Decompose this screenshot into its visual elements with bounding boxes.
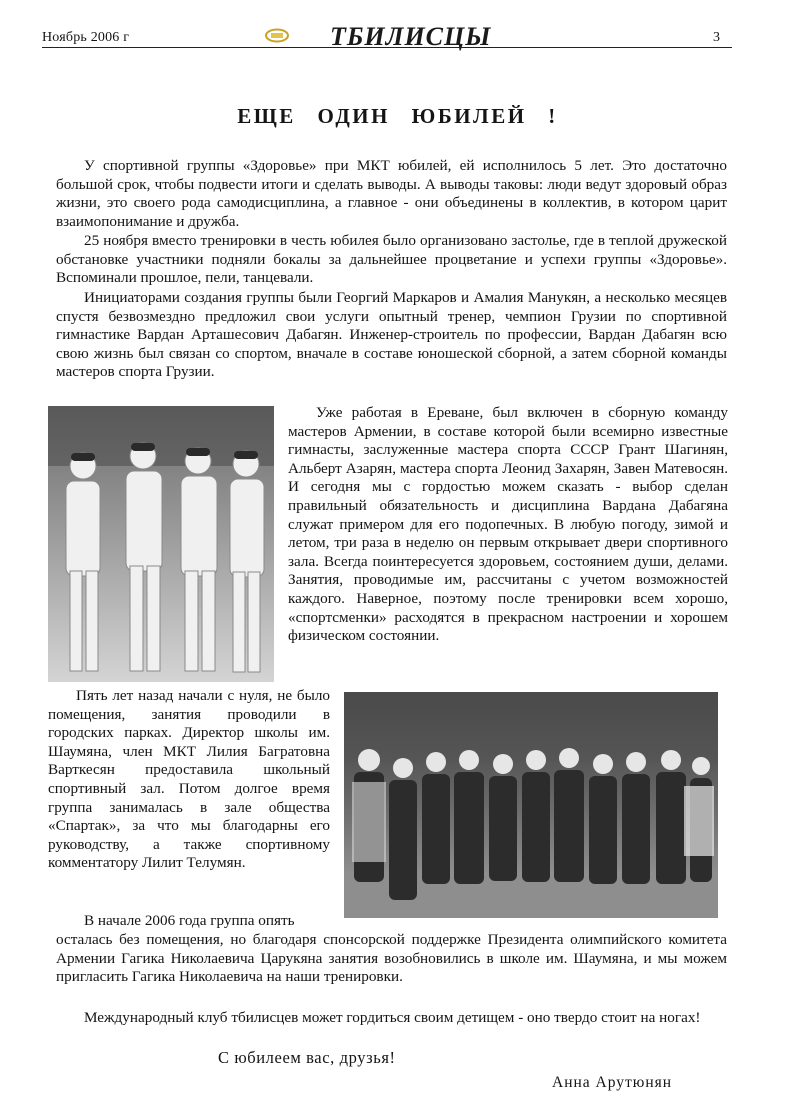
article-author: Анна Арутюнян xyxy=(552,1074,673,1091)
closing-greeting: С юбилеем вас, друзья! xyxy=(218,1048,396,1067)
issue-date: Ноябрь 2006 г xyxy=(42,30,130,45)
mkt-emblem-icon xyxy=(264,28,290,43)
paragraph-armenia-team: Уже работая в Ереване, был включен в сборную команду мастеров Армении, в составе которой были всемирно известные гимнасты, заслуженные мастера спорта СССР Грант Шагинян, Альберт Азарян, мастера спорта Леонид Захарян, Завен Матевосян. И сегодня мы с гордостью можем сказать - выбор сделан правильный обязательность и дисциплина Вардана Дабагяна служат примером для его подопечных. В любую погоду, зимой и летом, три раза в неделю он первым открывает двери спортивного зала. Всегда поинтересуется здоровьем, состоянием души, делами. Занятия, проводимые им, рассчитаны с учетом возможностей каждого. Наверное, поэтому после тренировки всем хорошо, «спортсменки» расходятся в прекрасном настроении и хорошем физическом состоянии. xyxy=(288,404,728,645)
header-rule xyxy=(42,47,732,48)
paragraph-intro: У спортивной группы «Здоровье» при МКТ юбилей, ей исполнилось 5 лет. Это достаточно большой срок, чтобы подвести итоги и сделать выводы. А выводы таковы: люди ведут здоровый образ жизни, это своего рода самодисциплина, а главное - они объединены в коллектив, в котором царит взаимопонимание и дружба. xyxy=(56,157,727,230)
newspaper-masthead: ТБИЛИСЦЫ xyxy=(330,22,492,51)
group-zdorovye-photo xyxy=(344,692,718,918)
paragraph-sponsor: осталась без помещения, но благодаря спонсорской поддержке Президента олимпийского комитета Армении Гагика Николаевича Царукяна занятия возобновились в школе им. Шаумяна, и мы можем пригласить Гагика Николаевича на наши тренировки. xyxy=(56,931,727,986)
paragraph-history: Пять лет назад начали с нуля, не было помещения, занятия проводили в городских парках. Директор школы им. Шаумяна, член МКТ Лилия Багратовна Варткесян предоставила школьный спортивный зал. Потом долгое время группа занималась в зале общества «Спартак», за что мы благодарны его руководству, а также спортивному комментатору Лилит Телумян. xyxy=(48,687,330,872)
gymnasts-historic-photo xyxy=(48,406,274,682)
page-number: 3 xyxy=(713,30,720,45)
paragraph-celebration: 25 ноября вместо тренировки в честь юбилея было организовано застолье, где в теплой дружеской обстановке участники подняли бокалы за дальнейшее процветание и успехи группы «Здоровье». Вспоминали прошлое, пели, танцевали. xyxy=(56,232,727,287)
page-header xyxy=(42,22,732,51)
article-headline: ЕЩЕ ОДИН ЮБИЛЕЙ ! xyxy=(237,104,558,128)
paragraph-founders: Инициаторами создания группы были Георгий Маркаров и Амалия Манукян, а несколько месяцев спустя безвозмездно предложил свои услуги опытный тренер, чемпион Грузии по спортивной гимнастике Вардан Арташесович Дабагян. Инженер-строитель по профессии, Вардан Дабагян всю свою жизнь был связан со спортом, вначале в составе юношеской сборной, а затем сборной команды мастеров спорта Грузии. xyxy=(56,289,727,381)
paragraph-2006-start: В начале 2006 года группа опять xyxy=(84,912,295,929)
paragraph-club-pride: Международный клуб тбилисцев может гордиться своим детищем - оно твердо стоит на ногах! xyxy=(84,1009,701,1026)
